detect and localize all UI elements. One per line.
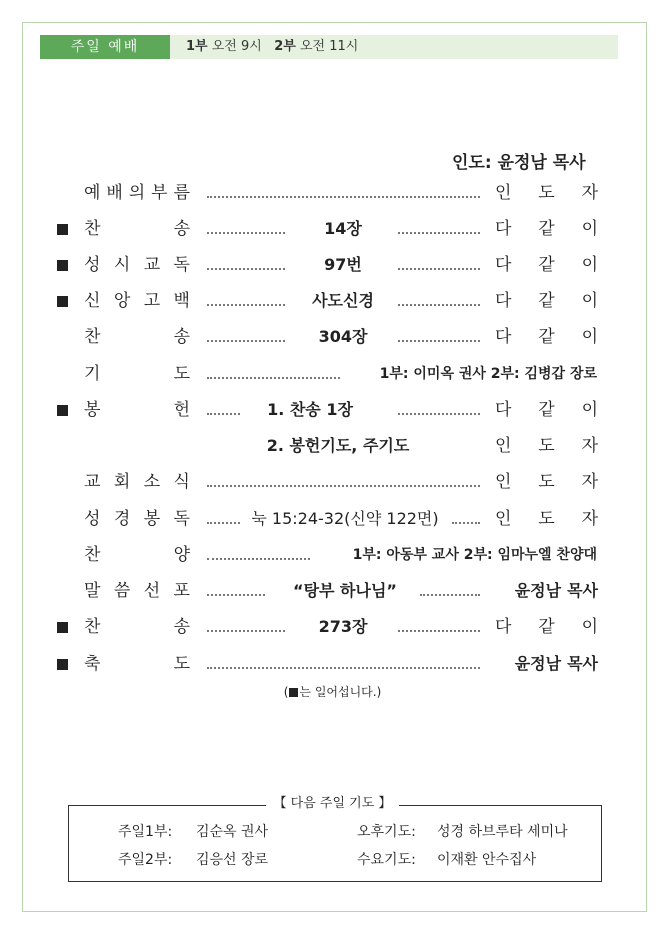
next-prayer-box bbox=[68, 805, 602, 882]
order-item-name: 찬 양 bbox=[84, 545, 190, 565]
order-item-name: 기 도 bbox=[84, 364, 190, 384]
order-item bbox=[0, 612, 665, 642]
note-prefix: ( bbox=[283, 685, 289, 699]
dot-leader bbox=[398, 630, 480, 632]
service2-label: 2부 bbox=[274, 39, 296, 54]
order-item-name: 봉 헌 bbox=[84, 400, 190, 420]
order-item bbox=[0, 467, 665, 497]
order-item-role: 인 도 자 bbox=[495, 472, 598, 492]
order-item-role: 다 같 이 bbox=[495, 617, 598, 637]
stand-bullet-icon bbox=[57, 659, 68, 670]
service1-time: 오전 9시 bbox=[211, 39, 262, 54]
order-item-role: 1부: 아동부 교사 2부: 임마누엘 찬양대 bbox=[352, 547, 597, 563]
order-item-role: 1부: 이미옥 권사 2부: 김병갑 장로 bbox=[379, 366, 597, 382]
note-suffix: 는 일어섭니다.) bbox=[299, 685, 382, 699]
dot-leader bbox=[398, 232, 480, 234]
order-item-detail: 눅 15:24-32(신약 122면) bbox=[251, 509, 439, 528]
service2-time: 오전 11시 bbox=[299, 39, 359, 54]
order-item-detail: 273장 bbox=[318, 617, 368, 636]
order-item-role: 다 같 이 bbox=[495, 400, 598, 420]
standing-note bbox=[0, 683, 665, 700]
dot-leader bbox=[207, 667, 480, 669]
prayer-label: 오후기도: bbox=[357, 824, 416, 840]
dot-leader bbox=[452, 522, 480, 524]
order-item bbox=[0, 178, 665, 208]
dot-leader bbox=[398, 304, 480, 306]
order-item bbox=[0, 322, 665, 352]
order-item bbox=[0, 286, 665, 316]
order-item-role: 다 같 이 bbox=[495, 327, 598, 347]
order-item-detail: 1. 찬송 1장 bbox=[267, 400, 353, 419]
next-prayer-title bbox=[0, 792, 665, 811]
order-item-role: 윤정남 목사 bbox=[514, 581, 598, 600]
order-item-detail: 사도신경 bbox=[312, 291, 374, 310]
prayer-label: 수요기도: bbox=[357, 852, 416, 868]
order-item bbox=[0, 540, 665, 570]
dot-leader bbox=[207, 558, 310, 560]
order-item-role: 다 같 이 bbox=[495, 291, 598, 311]
order-item bbox=[0, 504, 665, 534]
dot-leader bbox=[207, 485, 480, 487]
order-item bbox=[0, 359, 665, 389]
dot-leader bbox=[398, 413, 480, 415]
order-item-name: 성 시 교 독 bbox=[84, 255, 190, 275]
order-item bbox=[0, 576, 665, 606]
service1-label: 1부 bbox=[186, 39, 208, 54]
order-item-name: 찬 송 bbox=[84, 219, 190, 239]
order-item-name: 교 회 소 식 bbox=[84, 472, 190, 492]
prayer-label: 주일1부: bbox=[118, 824, 173, 840]
prayer-name: 김순옥 권사 bbox=[196, 824, 269, 840]
stand-square-icon bbox=[289, 688, 298, 697]
order-item-detail: 2. 봉헌기도, 주기도 bbox=[266, 436, 410, 455]
stand-bullet-icon bbox=[57, 622, 68, 633]
order-item-detail: 97번 bbox=[324, 255, 362, 274]
prayer-name: 김응선 장로 bbox=[196, 852, 269, 868]
order-item-name: 성 경 봉 독 bbox=[84, 509, 190, 529]
order-item-detail: 304장 bbox=[318, 327, 368, 346]
order-item bbox=[0, 214, 665, 244]
dot-leader bbox=[207, 196, 480, 198]
order-item bbox=[0, 395, 665, 425]
order-item-name: 신 앙 고 백 bbox=[84, 291, 190, 311]
dot-leader bbox=[207, 377, 340, 379]
order-item-role: 인 도 자 bbox=[495, 509, 598, 529]
order-item-detail: “탕부 하나님” bbox=[293, 581, 397, 600]
stand-bullet-icon bbox=[57, 296, 68, 307]
prayer-name: 이재환 안수집사 bbox=[437, 852, 537, 868]
order-item bbox=[0, 431, 665, 461]
order-item-role: 다 같 이 bbox=[495, 255, 598, 275]
order-item-name: 축 도 bbox=[84, 654, 190, 674]
prayer-name: 성경 하브루타 세미나 bbox=[437, 824, 568, 840]
order-item-detail: 14장 bbox=[324, 219, 362, 238]
order-item-name: 예 배 의 부 름 bbox=[84, 183, 190, 203]
stand-bullet-icon bbox=[57, 224, 68, 235]
dot-leader bbox=[398, 340, 480, 342]
order-item-name: 찬 송 bbox=[84, 327, 190, 347]
order-item-role: 다 같 이 bbox=[495, 219, 598, 239]
service-tag: 주일 예배 bbox=[40, 35, 170, 59]
order-item-name: 말 씀 선 포 bbox=[84, 581, 190, 601]
order-item-role: 인 도 자 bbox=[495, 183, 598, 203]
next-prayer-title-text: 【 다음 주일 기도 】 bbox=[266, 796, 400, 811]
stand-bullet-icon bbox=[57, 405, 68, 416]
order-item-role: 윤정남 목사 bbox=[514, 654, 598, 673]
dot-leader bbox=[398, 268, 480, 270]
stand-bullet-icon bbox=[57, 260, 68, 271]
order-item-name: 찬 송 bbox=[84, 617, 190, 637]
service-times bbox=[186, 35, 358, 59]
dot-leader bbox=[420, 594, 480, 596]
prayer-label: 주일2부: bbox=[118, 852, 173, 868]
order-item bbox=[0, 649, 665, 679]
order-item bbox=[0, 250, 665, 280]
service-leader: 인도: 윤정남 목사 bbox=[452, 153, 586, 173]
order-item-role: 인 도 자 bbox=[495, 436, 598, 456]
